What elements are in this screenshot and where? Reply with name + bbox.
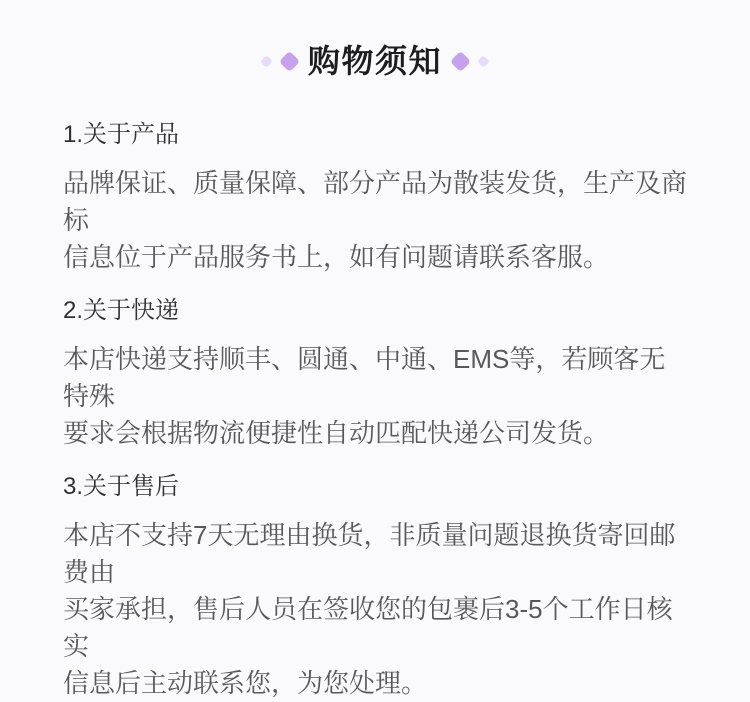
page-title: 购物须知 (307, 43, 442, 79)
section-paragraph (63, 341, 687, 452)
section-aftersale (63, 470, 687, 702)
page-title-row (0, 0, 750, 78)
section-heading: 1.关于产品 (63, 121, 180, 148)
section-heading: 2.关于快递 (63, 297, 180, 324)
section-heading: 3.关于售后 (63, 473, 180, 500)
section-paragraph (63, 165, 687, 276)
section-shipping (63, 294, 687, 452)
diamond-large-icon (279, 50, 300, 71)
diamond-large-icon (450, 50, 471, 71)
diamond-small-icon (260, 55, 273, 68)
diamond-small-icon (477, 55, 490, 68)
paragraph-line: 本店不支持7天无理由换货，非质量问题退换货寄回邮费由 (63, 520, 676, 587)
paragraph-line: 本店快递支持顺丰、圆通、中通、EMS等，若顾客无特殊 (63, 344, 666, 411)
notice-content (0, 118, 750, 702)
paragraph-line: 信息后主动联系您，为您处理。 (63, 668, 428, 698)
paragraph-line: 品牌保证、质量保障、部分产品为散装发货，生产及商标 (63, 168, 688, 235)
paragraph-line: 买家承担，售后人员在签收您的包裹后3-5个工作日核实 (63, 594, 673, 661)
paragraph-line: 信息位于产品服务书上，如有问题请联系客服。 (63, 242, 610, 272)
section-product (63, 118, 687, 276)
paragraph-line: 要求会根据物流便捷性自动匹配快递公司发货。 (63, 418, 610, 448)
